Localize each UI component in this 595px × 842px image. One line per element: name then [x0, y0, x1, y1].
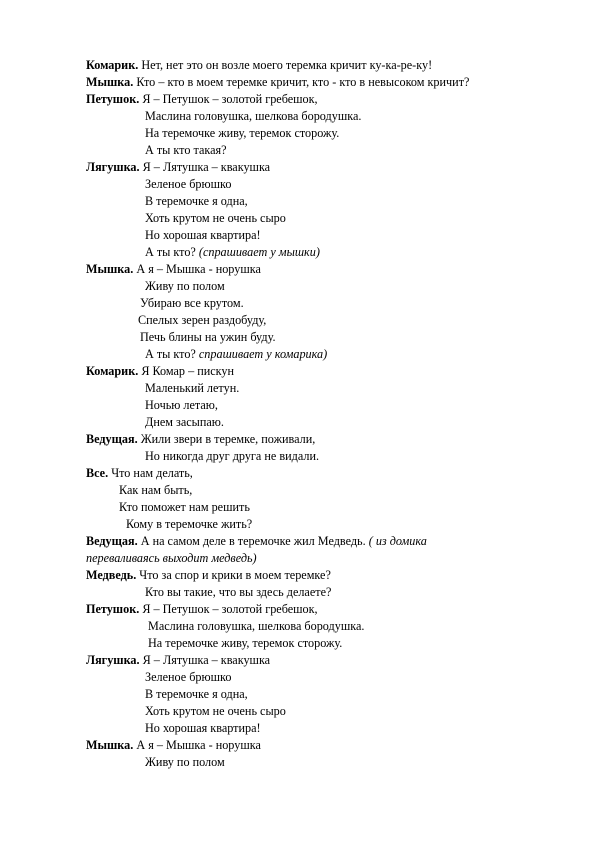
speaker-name: Ведущая.: [86, 534, 138, 548]
script-line: [145, 176, 231, 192]
line-text: Что за спор и крики в моем теремке?: [136, 568, 331, 582]
script-line: [148, 635, 342, 651]
script-line: [86, 363, 234, 379]
line-text: Маслина головушка, шелкова бородушка.: [145, 109, 362, 123]
line-text: Живу по полом: [145, 755, 225, 769]
script-line: [86, 261, 261, 277]
line-text: Я – Лятушка – квакушка: [139, 653, 271, 667]
line-text: Нет, нет это он возле моего теремка кричит ку-ка-ре-ку!: [138, 58, 433, 72]
line-text: Я – Петушок – золотой гребешок,: [139, 92, 318, 106]
script-line: [145, 414, 224, 430]
speaker-name: Лягушка.: [86, 653, 140, 667]
script-line: [86, 533, 427, 549]
line-text: А я – Мышка - норушка: [133, 738, 261, 752]
script-line: [145, 686, 248, 702]
script-line: [86, 652, 270, 668]
speaker-name: Все.: [86, 466, 109, 480]
line-text: Зеленое брюшко: [145, 670, 232, 684]
line-text: Что нам делать,: [108, 466, 193, 480]
speaker-name: Ведущая.: [86, 432, 138, 446]
script-line: [145, 703, 286, 719]
line-text: Я – Петушок – золотой гребешок,: [139, 602, 318, 616]
speaker-name: Комарик.: [86, 58, 139, 72]
script-line: [86, 431, 315, 447]
script-line: [145, 448, 319, 464]
script-line: [140, 329, 276, 345]
stage-direction: ( из домика: [368, 534, 427, 548]
line-text: Кто вы такие, что вы здесь делаете?: [145, 585, 332, 599]
script-line: [145, 346, 327, 362]
line-text: Хоть крутом не очень сыро: [145, 211, 286, 225]
script-line: [86, 74, 469, 90]
line-text: Кто поможет нам решить: [119, 500, 250, 514]
line-text: Но хорошая квартира!: [145, 721, 261, 735]
script-line: [145, 397, 218, 413]
line-text: А на самом деле в теремочке жил Медведь.: [137, 534, 369, 548]
line-text: А ты кто?: [145, 245, 199, 259]
script-line: [145, 584, 331, 600]
line-text: На теремочке живу, теремок сторожу.: [148, 636, 343, 650]
script-line: [145, 278, 225, 294]
script-line: [145, 210, 286, 226]
script-line: [145, 244, 320, 260]
line-text: Днем засыпаю.: [145, 415, 224, 429]
line-text: Хоть крутом не очень сыро: [145, 704, 286, 718]
script-line: [119, 482, 192, 498]
stage-direction: спрашивает у комарика): [198, 347, 328, 361]
speaker-name: Петушок.: [86, 92, 140, 106]
script-line: [86, 737, 261, 753]
line-text: На теремочке живу, теремок сторожу.: [145, 126, 340, 140]
script-line: [145, 669, 231, 685]
line-text: Я – Лятушка – квакушка: [139, 160, 271, 174]
script-line: [148, 618, 364, 634]
speaker-name: Комарик.: [86, 364, 139, 378]
speaker-name: Медведь.: [86, 568, 137, 582]
script-line: [86, 159, 270, 175]
line-text: А я – Мышка - норушка: [133, 262, 261, 276]
line-text: В теремочке я одна,: [145, 687, 248, 701]
line-text: Спелых зерен раздобуду,: [138, 313, 267, 327]
line-text: Жили звери в теремке, поживали,: [137, 432, 316, 446]
script-line: [86, 57, 432, 73]
script-line: [119, 499, 250, 515]
speaker-name: Петушок.: [86, 602, 140, 616]
speaker-name: Мышка.: [86, 75, 134, 89]
line-text: Печь блины на ужин буду.: [140, 330, 276, 344]
line-text: Как нам быть,: [119, 483, 193, 497]
stage-direction: (спрашивает у мышки): [198, 245, 320, 259]
script-line: [145, 380, 239, 396]
script-line: [86, 91, 318, 107]
line-text: Ночью летаю,: [145, 398, 218, 412]
script-line: [126, 516, 252, 532]
script-line: [138, 312, 266, 328]
line-text: Маслина головушка, шелкова бородушка.: [148, 619, 365, 633]
script-line: [86, 567, 331, 583]
line-text: В теремочке я одна,: [145, 194, 248, 208]
speaker-name: Мышка.: [86, 738, 134, 752]
line-text: Но никогда друг друга не видали.: [145, 449, 320, 463]
speaker-name: Мышка.: [86, 262, 134, 276]
line-text: Маленький летун.: [145, 381, 240, 395]
line-text: Живу по полом: [145, 279, 225, 293]
line-text: Но хорошая квартира!: [145, 228, 261, 242]
line-text: Кто – кто в моем теремке кричит, кто - кто в невысоком кричит?: [133, 75, 470, 89]
line-text: А ты кто такая?: [145, 143, 227, 157]
script-line: [86, 550, 257, 566]
script-line: [145, 142, 227, 158]
script-line: [145, 125, 339, 141]
script-line: [145, 720, 261, 736]
stage-direction: переваливаясь выходит медведь): [86, 551, 257, 565]
script-line: [145, 193, 248, 209]
script-line: [145, 754, 225, 770]
line-text: Я Комар – пискун: [138, 364, 235, 378]
script-line: [145, 108, 361, 124]
script-line: [145, 227, 261, 243]
script-line: [140, 295, 244, 311]
line-text: Зеленое брюшко: [145, 177, 232, 191]
speaker-name: Лягушка.: [86, 160, 140, 174]
line-text: Убираю все крутом.: [140, 296, 244, 310]
line-text: А ты кто?: [145, 347, 199, 361]
script-line: [86, 465, 193, 481]
line-text: Кому в теремочке жить?: [126, 517, 253, 531]
script-line: [86, 601, 318, 617]
